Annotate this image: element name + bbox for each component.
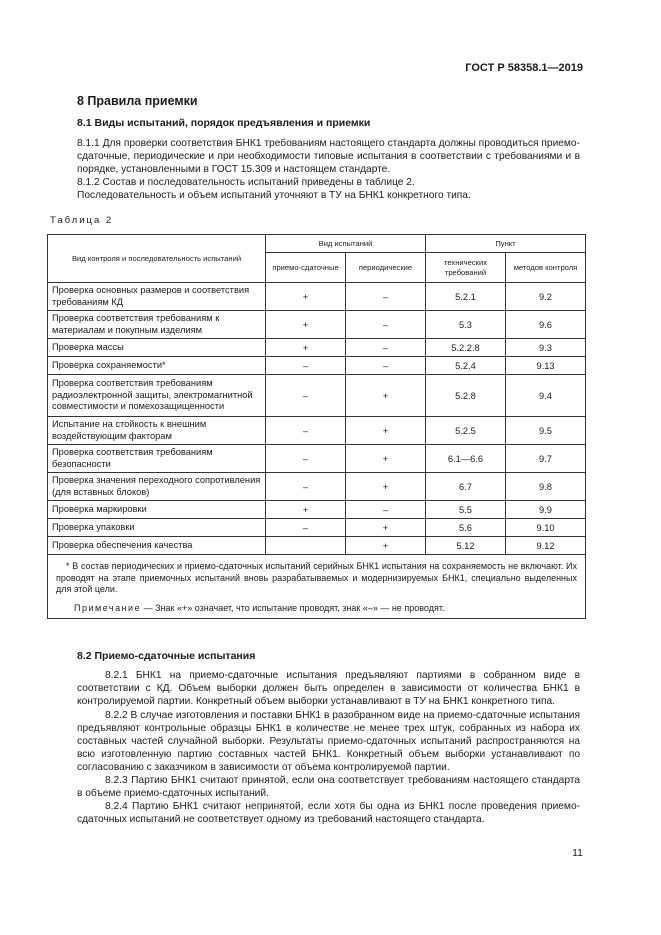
row-methods: 9.6 (506, 311, 586, 339)
subsection-title: 8.1 Виды испытаний, порядок предъявления и приемки (77, 117, 371, 129)
row-tech-req: 5.2.5 (426, 417, 506, 445)
doc-code: ГОСТ Р 58358.1—2019 (465, 62, 583, 74)
table-row (48, 311, 586, 339)
table-row (48, 357, 586, 375)
table-note (56, 603, 577, 615)
row-periodic: – (346, 357, 426, 375)
row-test-name: Проверка упаковки (48, 519, 266, 537)
table-row (48, 473, 586, 501)
section-title: 8 Правила приемки (77, 94, 198, 108)
row-tech-req: 5.2.2.8 (426, 339, 506, 357)
row-test-name: Проверка соответствия требованиям радиоэлектронной защиты, электромагнитной совместимости и помехозащищенности (48, 375, 266, 417)
row-acceptance: + (266, 311, 346, 339)
row-test-name: Проверка обеспечения качества (48, 537, 266, 555)
note-label: Примечание (74, 602, 142, 613)
table-row (48, 283, 586, 311)
row-acceptance: – (266, 473, 346, 501)
row-methods: 9.7 (506, 445, 586, 473)
row-periodic: + (346, 445, 426, 473)
header-kind: Вид контроля и последовательность испытаний (48, 235, 266, 283)
paragraph-8-2-3: 8.2.3 Партию БНК1 считают принятой, если она соответствует требованиям настоящего стандарта в объеме приемо-сдаточных испытаний. (77, 775, 580, 799)
row-methods: 9.3 (506, 339, 586, 357)
header-methods: методов контроля (506, 253, 586, 283)
table-footnote: * В состав периодических и приемо-сдаточных испытаний серийных БНК1 испытания на сохраняемость не включают. Их проводят на этапе приемочных испытаний вновь разрабатываемых и модернизируемых БНК1, специально выделенных для этой цели. (56, 561, 577, 594)
row-methods: 9.9 (506, 501, 586, 519)
row-tech-req: 5.2.1 (426, 283, 506, 311)
header-periodic: периодические (346, 253, 426, 283)
row-periodic: + (346, 417, 426, 445)
note-text: — Знак «+» означает, что испытание проводят, знак «–» — не проводят. (141, 602, 445, 613)
row-acceptance: – (266, 445, 346, 473)
tests-table (47, 234, 586, 619)
row-periodic: – (346, 339, 426, 357)
row-acceptance: + (266, 283, 346, 311)
paragraph-8-1-2b: Последовательность и объем испытаний уточняют в ТУ на БНК1 конкретного типа. (77, 190, 471, 201)
row-periodic: + (346, 519, 426, 537)
row-methods: 9.8 (506, 473, 586, 501)
row-periodic: + (346, 537, 426, 555)
row-tech-req: 6.7 (426, 473, 506, 501)
row-acceptance: – (266, 519, 346, 537)
row-test-name: Проверка значения переходного сопротивления (для вставных блоков) (48, 473, 266, 501)
table-row (48, 501, 586, 519)
row-tech-req: 5.3 (426, 311, 506, 339)
paragraph-8-2-1: 8.2.1 БНК1 на приемо-сдаточные испытания предъявляют партиями в собранном виде в соответствии с КД. Объем выборки должен быть определен в зависимости от количества БНК1 в контролируемой партии. Конкретный объем выборки устанавливают в ТУ на БНК1 конкретного типа. (77, 670, 580, 707)
table-row (48, 417, 586, 445)
row-tech-req: 5.2.4 (426, 357, 506, 375)
row-methods: 9.12 (506, 537, 586, 555)
header-clause: Пункт (426, 235, 586, 253)
paragraph-8-1-2: 8.1.2 Состав и последовательность испытаний приведены в таблице 2. (77, 177, 415, 188)
page-number: 11 (572, 847, 583, 859)
row-test-name: Проверка массы (48, 339, 266, 357)
subsection-title-8-2: 8.2 Приемо-сдаточные испытания (77, 650, 256, 662)
row-tech-req: 5.12 (426, 537, 506, 555)
row-acceptance (266, 537, 346, 555)
row-test-name: Испытание на стойкость к внешним воздействующим факторам (48, 417, 266, 445)
header-acceptance: приемо-сдаточные (266, 253, 346, 283)
header-tech-req: технических требований (426, 253, 506, 283)
row-tech-req: 5.5 (426, 501, 506, 519)
row-tech-req: 5.2.8 (426, 375, 506, 417)
table-row (48, 537, 586, 555)
paragraph-8-2-2: 8.2.2 В случае изготовления и поставки БНК1 в разобранном виде на приемо-сдаточные испытания предъявляют контрольные образцы БНК1 в количестве не менее трех штук, собранных из набора их составных частей случайной выборки. Результаты приемо-сдаточных испытаний распространяются на всю изготовленную партию составных частей БНК1. Конкретный объем выборки устанавливают по согласованию с заказчиком в зависимости от объема контролируемой партии. (77, 710, 580, 773)
header-test-types: Вид испытаний (266, 235, 426, 253)
row-methods: 9.4 (506, 375, 586, 417)
table-footnote-cell (48, 555, 586, 619)
paragraph-8-1-1: 8.1.1 Для проверки соответствия БНК1 требованиям настоящего стандарта должны проводиться приемо-сдаточные, периодические и при необходимости типовые испытания в соответствии с требованиями и в порядке, установленными в ГОСТ 15.309 и настоящем стандарте. (77, 138, 580, 175)
table-row (48, 375, 586, 417)
row-test-name: Проверка сохраняемости* (48, 357, 266, 375)
paragraph-8-2-4: 8.2.4 Партию БНК1 считают непринятой, если хотя бы одна из БНК1 после проведения приемо-сдаточных испытаний не соответствует одному из требований настоящего стандарта. (77, 801, 580, 825)
table-row (48, 339, 586, 357)
table-row (48, 445, 586, 473)
table-caption: Таблица 2 (50, 215, 114, 226)
row-test-name: Проверка маркировки (48, 501, 266, 519)
row-tech-req: 6.1—6.6 (426, 445, 506, 473)
row-test-name: Проверка основных размеров и соответствия требованиям КД (48, 283, 266, 311)
row-acceptance: – (266, 375, 346, 417)
row-acceptance: + (266, 501, 346, 519)
row-periodic: – (346, 283, 426, 311)
row-test-name: Проверка соответствия требованиям к материалам и покупным изделиям (48, 311, 266, 339)
row-acceptance: – (266, 417, 346, 445)
row-methods: 9.13 (506, 357, 586, 375)
row-tech-req: 5.6 (426, 519, 506, 537)
row-methods: 9.5 (506, 417, 586, 445)
row-acceptance: + (266, 339, 346, 357)
row-acceptance: – (266, 357, 346, 375)
row-methods: 9.10 (506, 519, 586, 537)
row-methods: 9.2 (506, 283, 586, 311)
row-test-name: Проверка соответствия требованиям безопасности (48, 445, 266, 473)
row-periodic: + (346, 375, 426, 417)
table-row (48, 519, 586, 537)
row-periodic: – (346, 311, 426, 339)
row-periodic: – (346, 501, 426, 519)
row-periodic: + (346, 473, 426, 501)
